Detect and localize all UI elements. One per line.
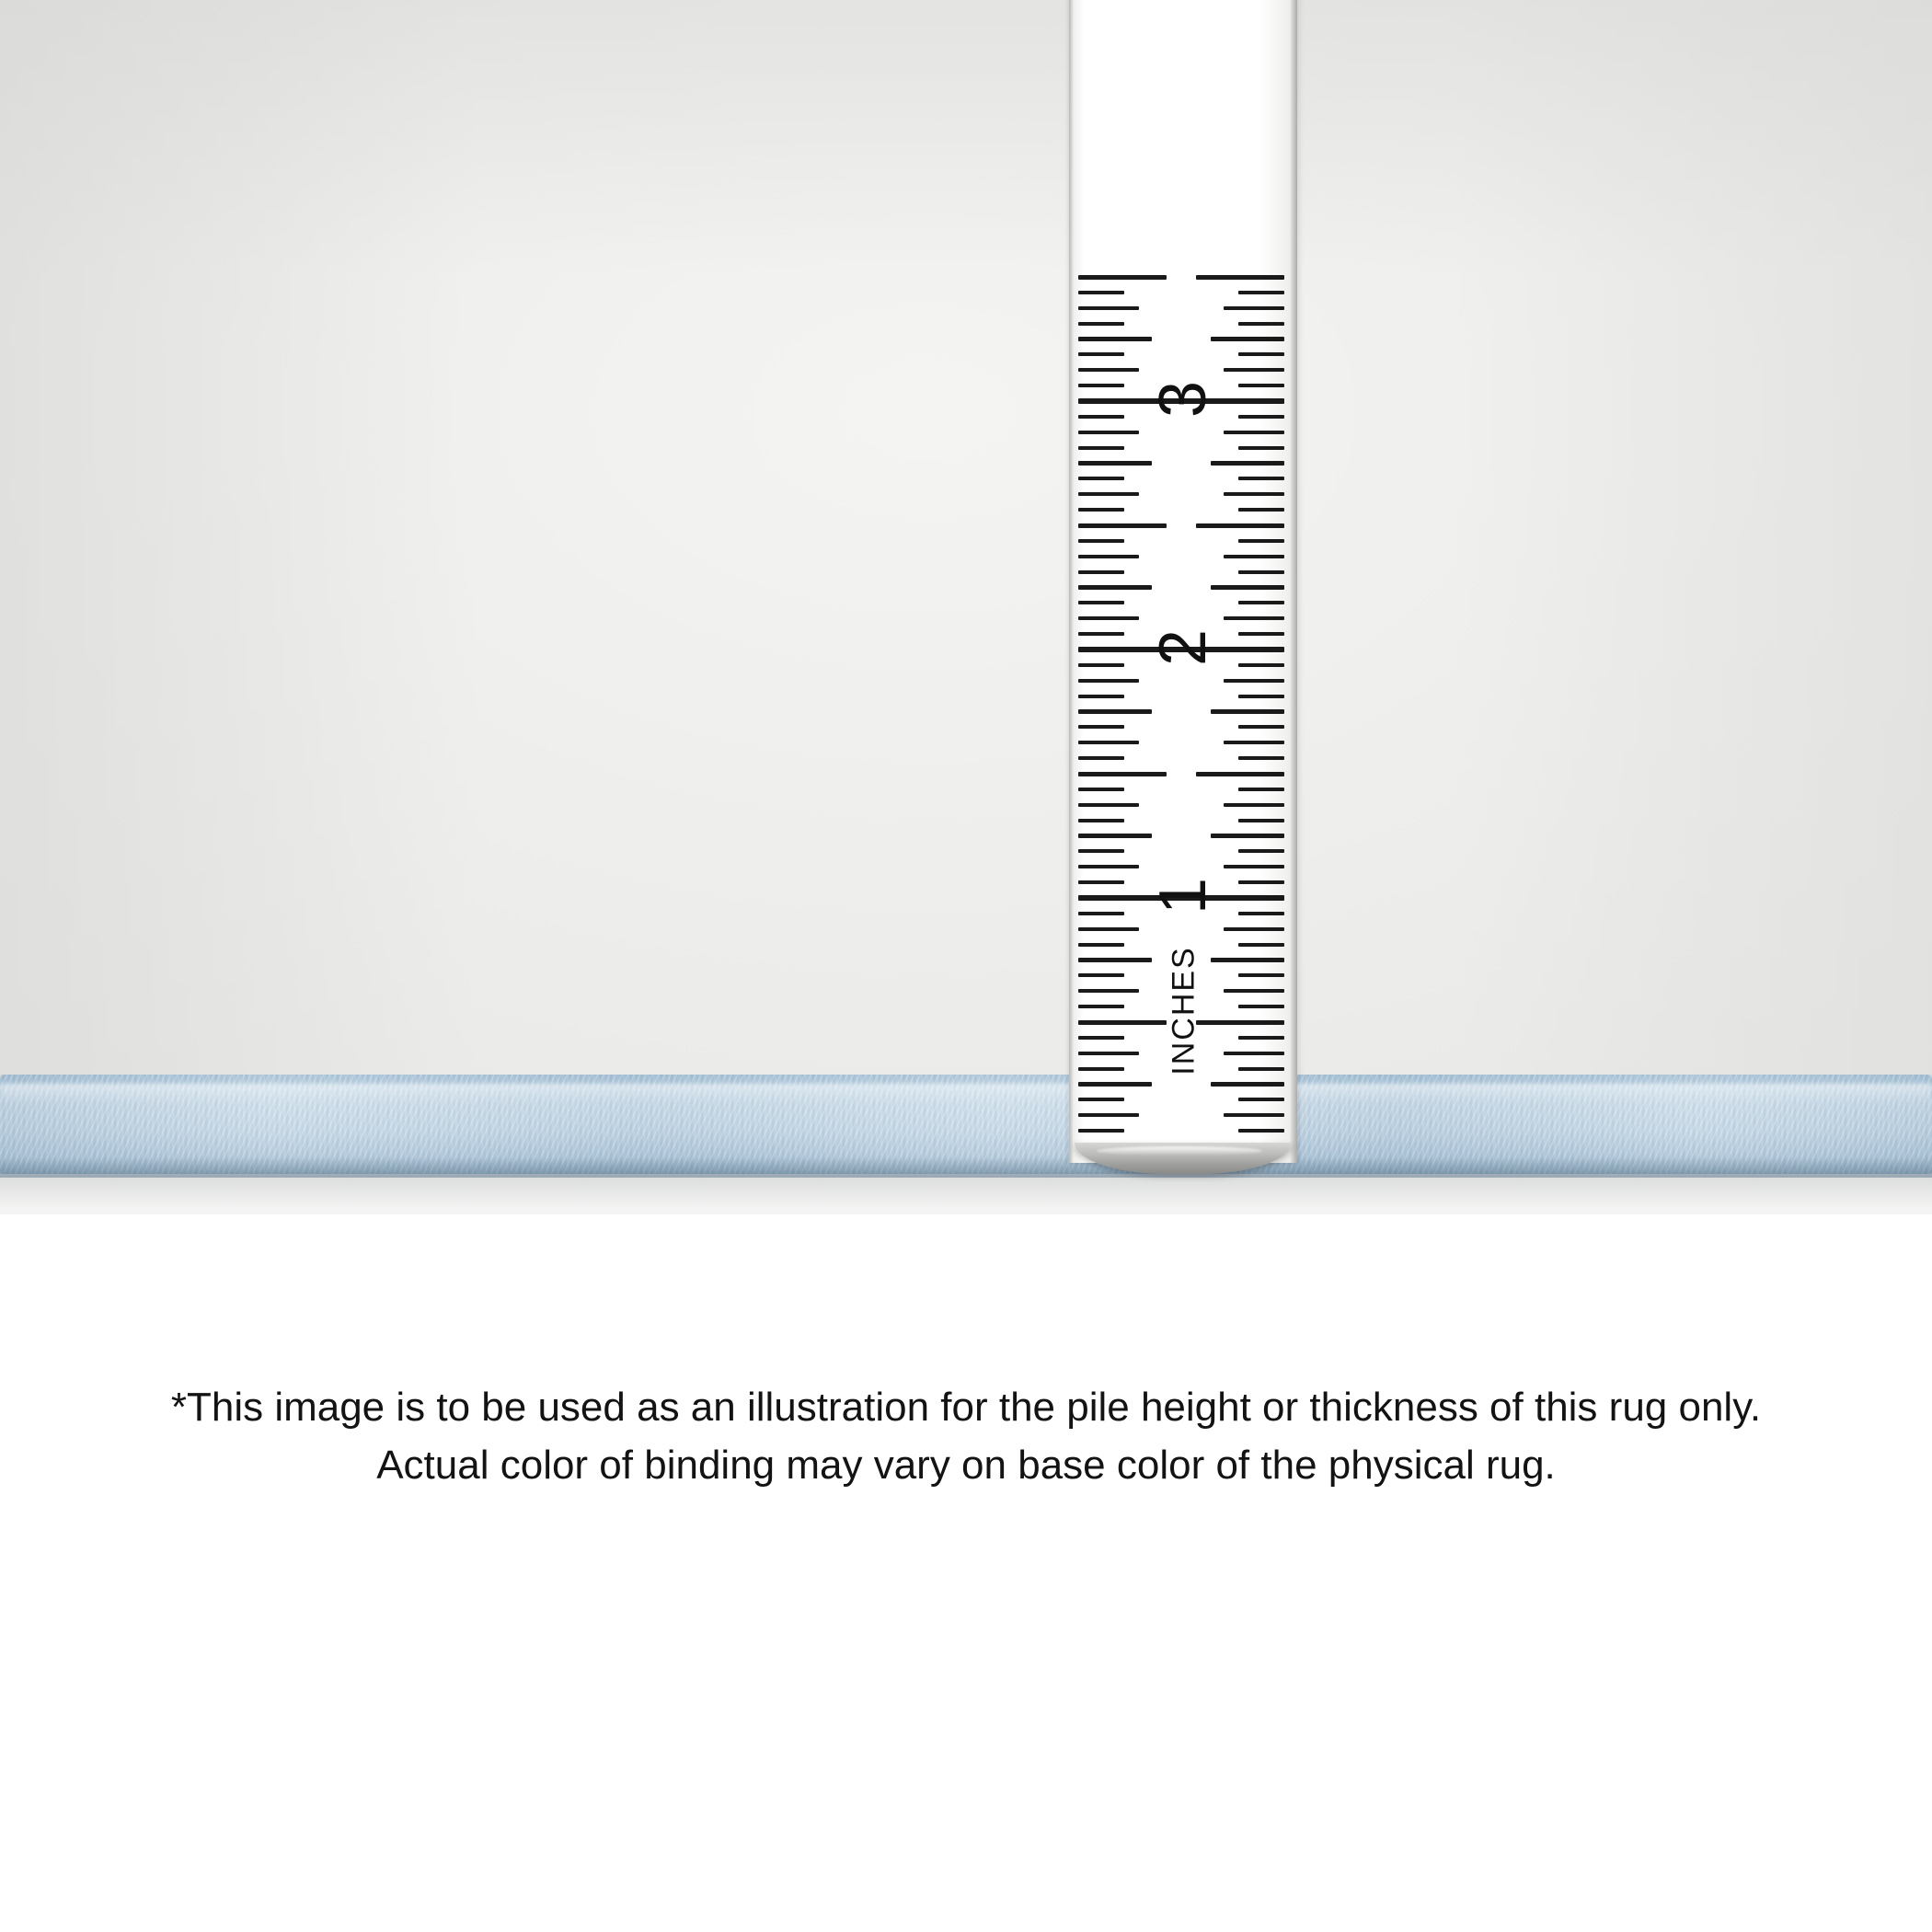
tick-mark [1238,291,1284,294]
tick-mark [1238,695,1284,698]
tape-number-3: 3 [1146,380,1220,419]
tape-number-1: 1 [1146,877,1220,915]
tick-mark [1078,446,1124,450]
tick-mark [1078,1113,1139,1117]
tick-mark [1224,1113,1284,1117]
backdrop-left-shading [0,0,478,1086]
tick-mark [1078,865,1139,868]
tick-mark [1238,849,1284,853]
tick-mark [1078,1052,1139,1055]
tick-mark [1078,1082,1152,1087]
tick-mark [1078,601,1124,604]
rug-bottom-shading [0,1157,1932,1178]
caption-line-1: *This image is to be used as an illustration for the pile height or thickness of this rug only. [170,1385,1762,1430]
tick-mark [1078,663,1124,667]
tick-mark [1078,352,1124,356]
tick-mark [1078,679,1139,683]
tick-mark [1211,585,1284,590]
tape-number-2: 2 [1146,628,1220,667]
tick-mark [1078,709,1152,714]
tick-mark [1238,570,1284,574]
tick-mark [1078,1020,1167,1025]
tick-mark [1078,834,1152,838]
tick-mark [1078,1129,1124,1133]
tick-mark [1224,865,1284,868]
tick-mark [1078,585,1152,590]
tick-mark [1238,477,1284,480]
tick-mark [1238,880,1284,884]
tick-mark [1078,523,1167,528]
tape-tip-highlight [1097,1146,1262,1156]
tick-mark [1078,788,1124,791]
tick-mark [1078,570,1124,574]
tick-mark [1238,384,1284,387]
tick-mark [1078,632,1124,636]
tick-mark [1078,477,1124,480]
tick-mark [1078,291,1124,294]
tape-right-edge [1290,0,1297,1163]
tape-left-edge [1069,0,1074,1163]
tick-mark [1078,958,1152,962]
tick-mark [1211,1082,1284,1087]
tick-mark [1238,943,1284,947]
tick-mark [1078,1005,1124,1008]
tick-mark [1078,803,1139,807]
tick-mark [1211,958,1284,962]
tick-mark [1078,616,1139,620]
tick-mark [1238,663,1284,667]
tick-mark [1078,368,1139,372]
tick-mark [1238,1067,1284,1071]
tick-mark [1078,384,1124,387]
tick-mark [1238,1036,1284,1040]
tick-mark [1078,461,1152,466]
measuring-tape [1069,0,1297,1181]
tick-mark [1211,461,1284,466]
tape-unit-label: INCHES [1166,945,1202,1075]
tick-mark [1238,601,1284,604]
tick-mark [1078,927,1139,931]
tick-mark [1078,849,1124,853]
tick-mark [1078,1098,1124,1101]
tick-mark [1078,555,1139,558]
tick-mark [1224,368,1284,372]
tick-mark [1078,508,1124,512]
tick-mark [1078,741,1139,744]
tick-mark [1224,989,1284,993]
tick-mark [1224,431,1284,434]
tick-mark [1078,306,1139,310]
tick-mark [1078,695,1124,698]
tick-mark [1078,880,1124,884]
tick-mark [1078,912,1124,915]
tick-mark [1078,1036,1124,1040]
tick-mark [1078,431,1139,434]
tick-mark [1238,819,1284,822]
rug-edge [0,1075,1932,1178]
tick-mark [1196,275,1284,280]
tick-mark [1238,973,1284,977]
tick-mark [1224,679,1284,683]
tick-mark [1238,912,1284,915]
tick-mark [1078,943,1124,947]
tick-mark [1224,555,1284,558]
backdrop-right-shading [1454,0,1932,1086]
tick-mark [1078,337,1152,341]
tick-mark [1078,772,1167,776]
tick-mark [1078,725,1124,729]
tick-mark [1224,306,1284,310]
tick-mark [1224,803,1284,807]
tick-mark [1238,539,1284,543]
tick-mark [1224,492,1284,496]
tick-mark [1211,834,1284,838]
tick-mark [1078,756,1124,760]
tick-mark [1078,989,1139,993]
tick-mark [1211,337,1284,341]
tick-mark [1224,1052,1284,1055]
tick-mark [1196,772,1284,776]
tick-mark [1078,1067,1124,1071]
tick-mark [1078,973,1124,977]
tick-mark [1224,741,1284,744]
tick-mark [1078,539,1124,543]
tick-mark [1238,1129,1284,1133]
caption-line-2: Actual color of binding may vary on base color of the physical rug. [376,1443,1556,1488]
tick-mark [1078,275,1167,280]
tick-mark [1238,632,1284,636]
tick-mark [1078,322,1124,326]
rug-top-highlight [0,1084,1932,1108]
tick-mark [1196,523,1284,528]
tick-mark [1238,788,1284,791]
tick-mark [1224,927,1284,931]
tick-mark [1238,508,1284,512]
tick-mark [1238,446,1284,450]
tick-mark [1238,1098,1284,1101]
tick-mark [1238,322,1284,326]
tick-mark [1196,1020,1284,1025]
tick-mark [1238,415,1284,419]
tick-mark [1238,725,1284,729]
tick-mark [1078,415,1124,419]
tick-mark [1211,709,1284,714]
tick-mark [1224,616,1284,620]
tick-mark [1078,819,1124,822]
tick-mark [1078,492,1139,496]
tick-mark [1238,352,1284,356]
tick-mark [1238,1005,1284,1008]
caption [0,1378,1932,1494]
tick-mark [1238,756,1284,760]
